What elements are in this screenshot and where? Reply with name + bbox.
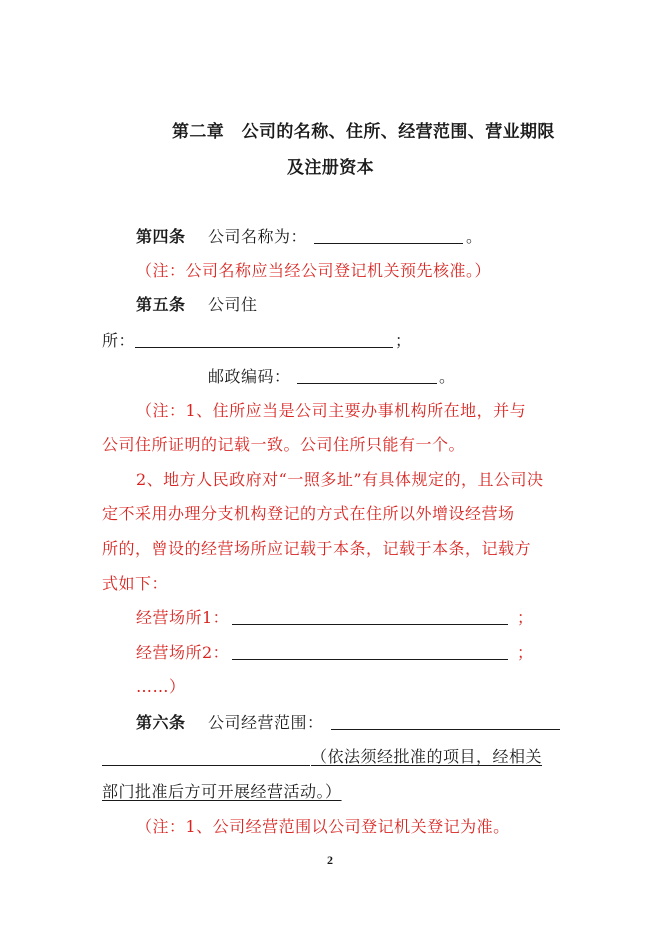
business-place-1-label: 经营场所1：: [136, 608, 230, 627]
address-note-2-line-4: 式如下：: [102, 574, 169, 593]
business-place-1-end: ；: [517, 608, 534, 627]
business-place-2-field[interactable]: [232, 659, 508, 660]
address-note-2-line-3: 所的，曾设的经营场所应记载于本条，记载于本条，记载方: [102, 539, 532, 558]
business-scope-continuation-2: 部门批准后方可开展经营活动。）: [102, 782, 342, 801]
business-scope-continuation-1: （依法须经批准的项目，经相关: [311, 747, 543, 766]
chapter-title-line-2: 及注册资本: [287, 158, 374, 178]
chapter-title-line-1: 第二章 公司的名称、住所、经营范围、营业期限: [172, 122, 555, 142]
business-place-1-field[interactable]: [232, 624, 508, 625]
address-note-2-line-2: 定不采用办理分支机构登记的方式在住所以外增设经营场: [102, 504, 515, 523]
company-name-field[interactable]: [314, 243, 463, 244]
postal-code-label: 邮政编码：: [208, 367, 291, 386]
business-place-2-end: ；: [517, 643, 534, 662]
article-5-text: 公司住: [208, 295, 258, 314]
article-6-label: 第六条: [136, 713, 186, 732]
postal-code-field[interactable]: [297, 383, 437, 384]
business-place-ellipsis: ……）: [136, 677, 186, 696]
article-6-text: 公司经营范围：: [208, 713, 324, 732]
address-field[interactable]: [135, 347, 393, 348]
article-4-label: 第四条: [136, 227, 186, 246]
article-5-label: 第五条: [136, 295, 186, 314]
address-end: ；: [395, 331, 412, 350]
address-note-1-line-1: （注：1、住所应当是公司主要办事机构所在地，并与: [136, 401, 527, 420]
article-4-end: 。: [466, 227, 483, 246]
business-scope-field[interactable]: [331, 729, 560, 730]
article-4-text: 公司名称为：: [208, 227, 308, 246]
page-number: 2: [327, 853, 333, 867]
postal-code-end: 。: [439, 367, 456, 386]
article-4-note: （注：公司名称应当经公司登记机关预先核准。）: [136, 261, 492, 280]
address-label: 所：: [102, 331, 136, 350]
address-note-1-line-2: 公司住所证明的记载一致。公司住所只能有一个。: [102, 435, 466, 454]
article-6-note: （注：1、公司经营范围以公司登记机关登记为准。: [136, 817, 510, 836]
business-place-2-label: 经营场所2：: [136, 643, 230, 662]
business-scope-field-line-2[interactable]: [102, 765, 310, 766]
address-note-2-line-1: 2、地方人民政府对“一照多址”有具体规定的，且公司决: [136, 470, 544, 489]
